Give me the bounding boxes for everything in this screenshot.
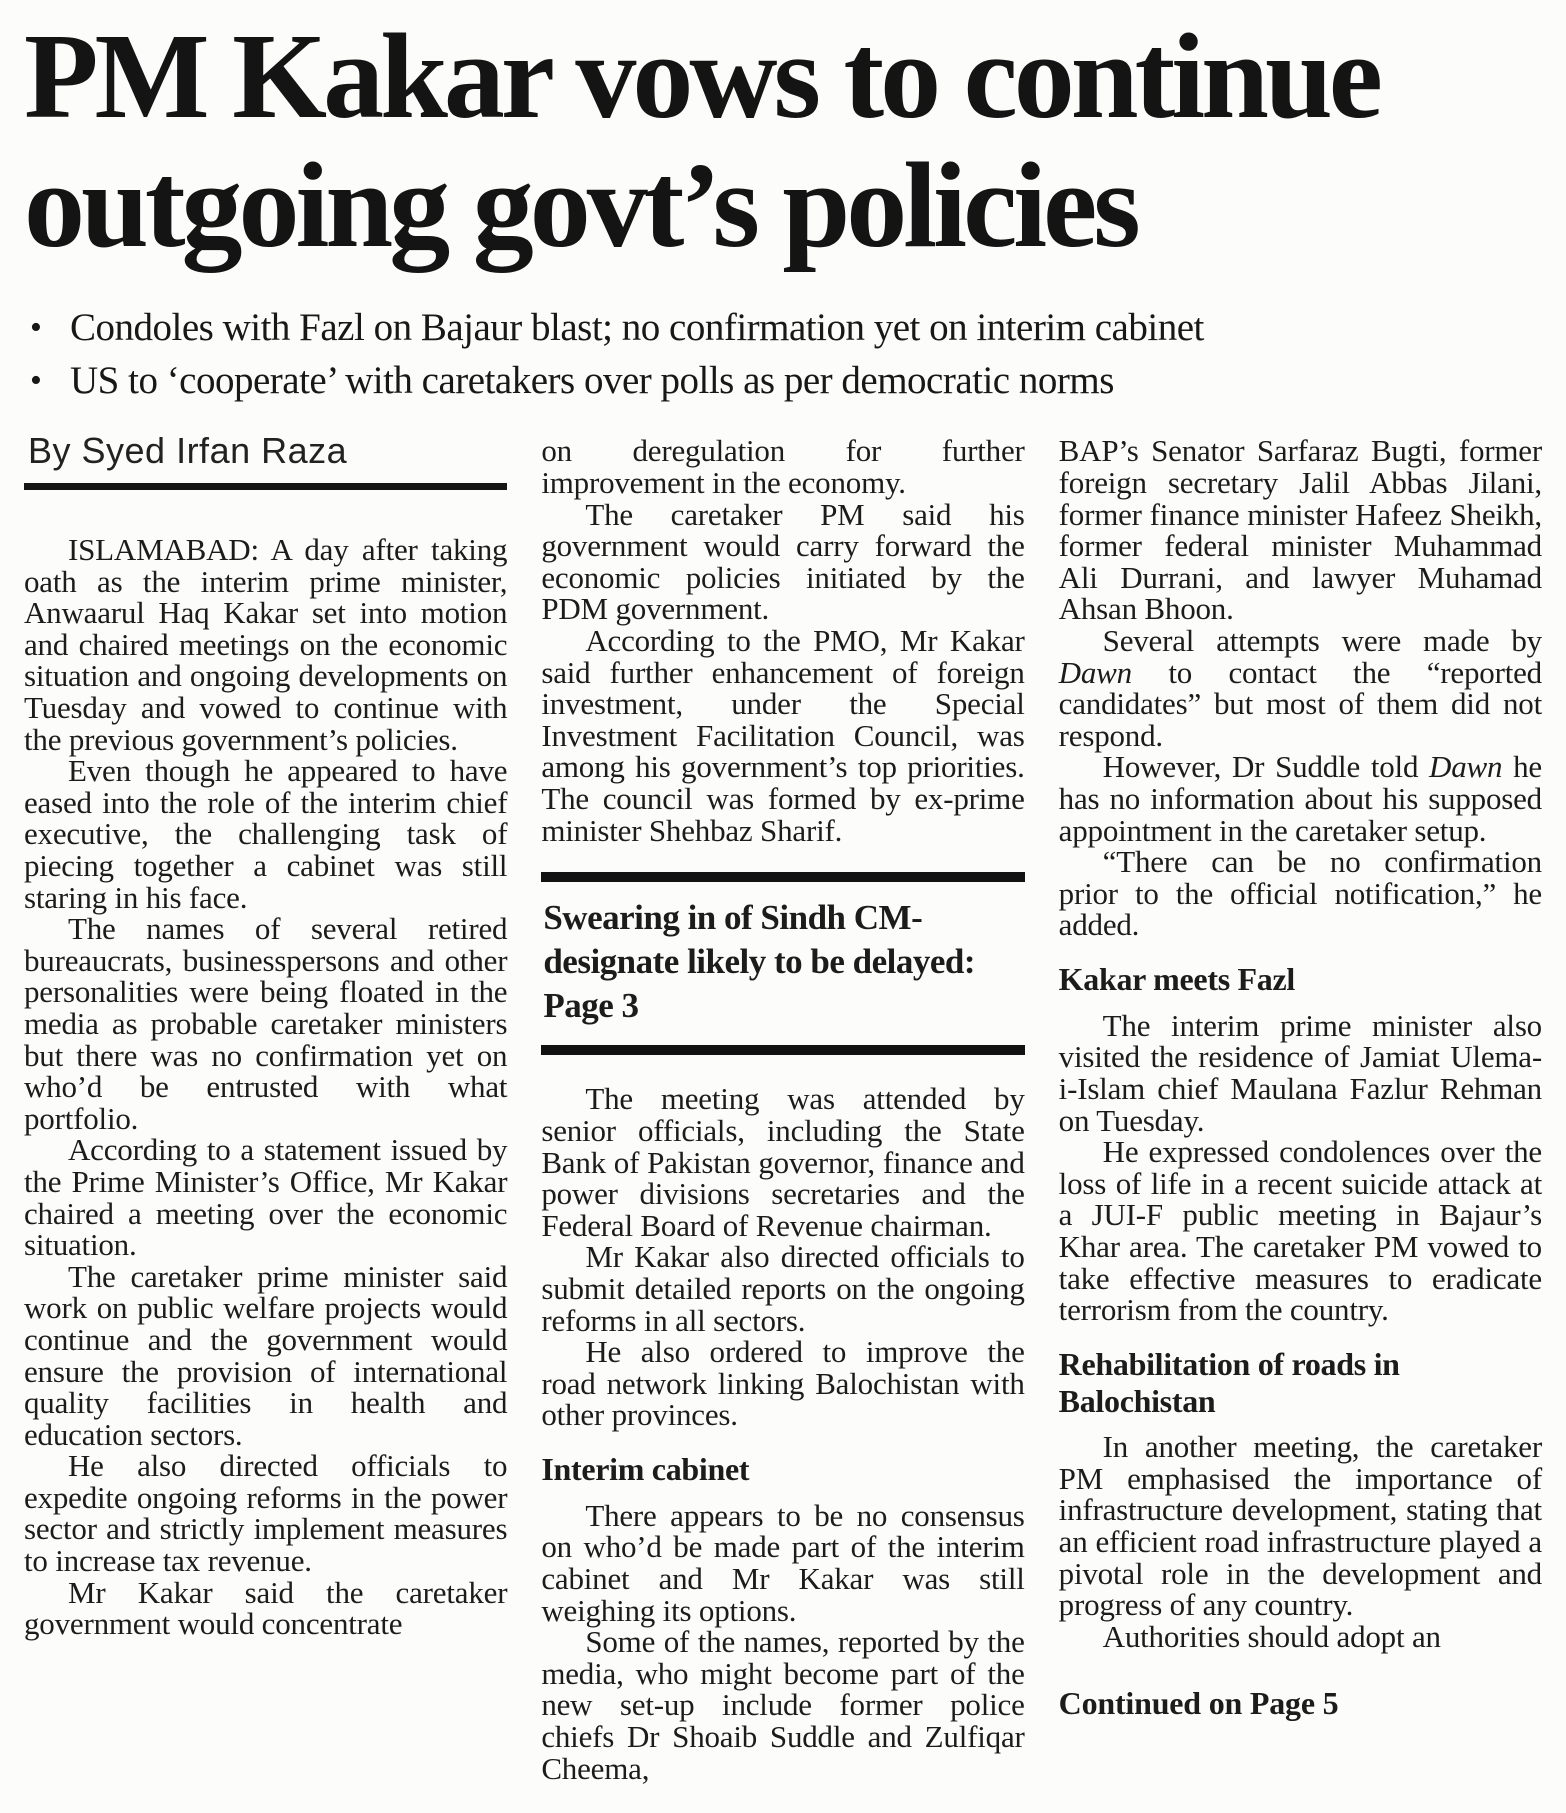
paragraph: BAP’s Senator Sarfaraz Bugti, former foreign secretary Jalil Abbas Jilani, former finance minister Hafeez Sheikh, former federal minister Muhammad Ali Durrani, and lawyer Muhamad Ahsan Bhoon.: [1058, 433, 1542, 627]
subhead-bullet: • Condoles with Fazl on Bajaur blast; no confirmation yet on interim cabinet: [30, 301, 1542, 354]
paragraph: The caretaker prime minister said work on public welfare projects would continue and the government would ensure the provision of international quality facilities in health and education sectors.: [24, 1258, 508, 1452]
paragraph: Several attempts were made by Dawn to contact the “reported candidates” but most of them did not respond.: [1058, 623, 1542, 753]
callout: Swearing in of Sindh CM-designate likely to be delayed: Page 3: [541, 872, 1024, 1055]
column-3: [1059, 435, 1542, 1720]
paragraph: Even though he appeared to have eased into the role of the interim chief executive, the challenging task of piecing together a cabinet was still staring in his face.: [24, 753, 508, 915]
paragraph: The meeting was attended by senior officials, including the State Bank of Pakistan governor, finance and power divisions secretaries and the Federal Board of Revenue chairman.: [541, 1081, 1025, 1243]
paragraph: The caretaker PM said his government would carry forward the economic policies initiated by the PDM government.: [541, 496, 1025, 627]
paragraph: He also directed officials to expedite ongoing reforms in the power sector and strictly implement measures to increase tax revenue.: [24, 1448, 508, 1579]
byline: By Syed Irfan Raza: [24, 435, 507, 490]
paragraph: Mr Kakar said the caretaker government would concentrate: [24, 1574, 508, 1642]
paragraph: In another meeting, the caretaker PM emphasised the importance of infrastructure development, stating that an efficient road infrastructure played a pivotal role in the development and progress of any country.: [1058, 1429, 1542, 1623]
paragraph: “There can be no confirmation prior to the official notification,” he added.: [1058, 844, 1542, 943]
paragraph: He expressed condolences over the loss of life in a recent suicide attack at a JUI-F public meeting in Bajaur’s Khar area. The caretaker PM vowed to take effective measures to eradicate terrorism from the country.: [1058, 1134, 1542, 1328]
column-1: [24, 430, 508, 1642]
headline-line: PM Kakar vows to continue: [24, 9, 1379, 144]
paragraph: According to the PMO, Mr Kakar said further enhancement of foreign investment, under the Special Investment Facilitation Council, was among his government’s top priorities. The council was formed by ex-prime minister Shehbaz Sharif.: [541, 623, 1025, 848]
subhead-bullet: • US to ‘cooperate’ with caretakers over polls as per democratic norms: [30, 354, 1542, 407]
column-2: [541, 435, 1024, 1784]
paragraph: Authorities should adopt an: [1102, 1618, 1441, 1654]
paragraph: Some of the names, reported by the media, who might become part of the new set-up include former police chiefs Dr Shoaib Suddle and Zulfiqar Cheema,: [541, 1624, 1025, 1786]
paragraph: on deregulation for further improvement in the economy.: [541, 433, 1025, 501]
article-columns: [24, 430, 1542, 1786]
paragraph: The interim prime minister also visited the residence of Jamiat Ulema-i-Islam chief Maulana Fazlur Rehman on Tuesday.: [1058, 1007, 1542, 1138]
section-heading: Rehabilitation of roads in Balochistan: [1058, 1345, 1400, 1419]
paragraph: However, Dr Suddle told Dawn he has no information about his supposed appointment in the caretaker setup.: [1058, 749, 1542, 848]
paragraph: The names of several retired bureaucrats, businesspersons and other personalities were being floated in the media as probable caretaker ministers but there was no confirmation yet on who’d be entrusted with what portfolio.: [24, 911, 508, 1136]
paragraph: Mr Kakar also directed officials to submit detailed reports on the ongoing reforms in all sectors.: [541, 1239, 1025, 1338]
section-heading: Interim cabinet: [541, 1450, 750, 1487]
headline: [24, 9, 1542, 274]
paragraph: He also ordered to improve the road network linking Balochistan with other provinces.: [541, 1334, 1025, 1433]
paragraph: ISLAMABAD: A day after taking oath as the interim prime minister, Anwaarul Haq Kakar set into motion and chaired meetings on the economic situation and ongoing developments on Tuesday and vowed to continue with the previous government’s policies.: [24, 532, 508, 757]
subhead-bullets: [24, 301, 1542, 408]
headline-line: outgoing govt’s policies: [24, 138, 1137, 274]
section-heading: Kakar meets Fazl: [1058, 960, 1295, 997]
paragraph: There appears to be no consensus on who’d be made part of the interim cabinet and Mr Kakar was still weighing its options.: [541, 1497, 1025, 1628]
paragraph: According to a statement issued by the Prime Minister’s Office, Mr Kakar chaired a meeting over the economic situation.: [24, 1132, 508, 1263]
continued: Continued on Page 5: [1058, 1685, 1339, 1722]
